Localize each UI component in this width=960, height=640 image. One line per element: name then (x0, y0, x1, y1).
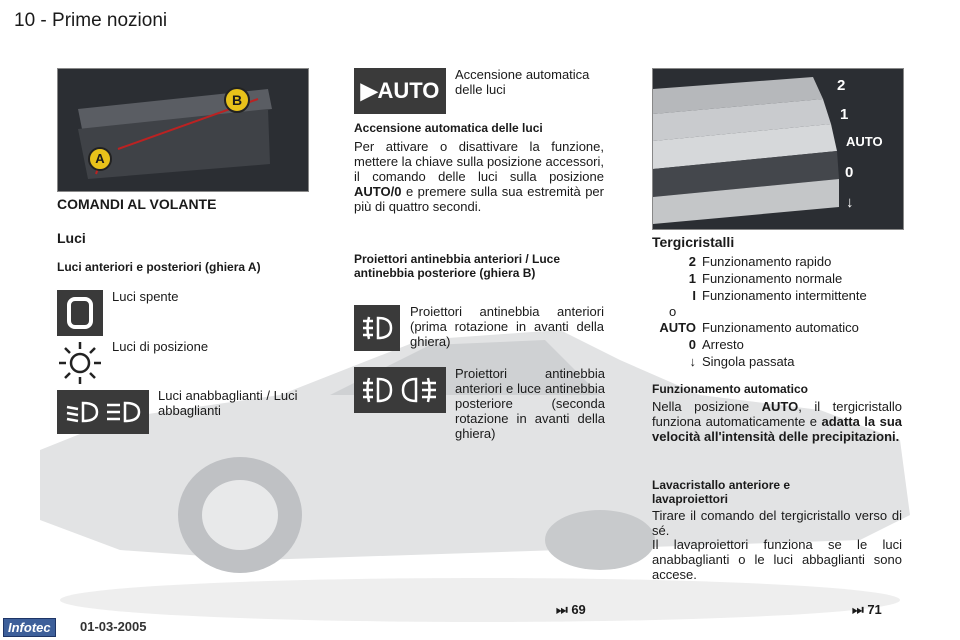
washer-body-1: Tirare il comando del tergicristallo verso di sé. (652, 508, 902, 538)
washer-body-2: Il lavaproiettori funziona se le luci anabbaglianti o le luci abbaglianti sono accese. (652, 537, 902, 582)
wiper-stalk-photo (652, 68, 904, 230)
auto-wiper-body: Nella posizione AUTO, il tergicristallo funziona automaticamente e adatta la sua velocità all'intensità delle precipitazioni. (652, 399, 902, 444)
page-header (14, 10, 167, 32)
light-stalk-photo (57, 68, 309, 192)
headlights-label: Luci anabbaglianti / Luci abbaglianti (158, 388, 298, 418)
auto-heading: Accensione automatica delle luci (354, 121, 543, 135)
lights-subheading: Luci anteriori e posteriori (ghiera A) (57, 260, 261, 274)
auto-wiper-heading: Funzionamento automatico (652, 382, 808, 396)
light-off-icon (57, 290, 103, 336)
callout-b: B (224, 87, 250, 113)
callout-a: A (88, 147, 112, 171)
auto-lights-icon: ▶ AUTO (354, 68, 446, 114)
forward-arrow-icon: ⏭ (556, 602, 568, 617)
infotec-logo: Infotec (3, 618, 56, 637)
forward-arrow-icon: ⏭ (852, 602, 864, 617)
wiper-photo-label-down: ↓ (846, 194, 854, 211)
wiper-photo-label-auto: AUTO (846, 134, 883, 149)
wiper-photo-label-2: 2 (837, 77, 846, 94)
fog-heading: Proiettori antinebbia anteriori / Luce antinebbia posteriore (ghiera B) (354, 252, 561, 280)
section-title: COMANDI AL VOLANTE (57, 196, 217, 212)
page-number: 10 (14, 10, 36, 31)
subsection-title: Luci (57, 230, 86, 246)
wiper-photo-label-0: 0 (845, 164, 854, 181)
wipers-title: Tergicristalli (652, 234, 735, 250)
fog-both-label: Proiettori antinebbia anteriori e luce antinebbia posteriore (seconda rotazione in avanti della ghiera) (455, 366, 605, 441)
fog-front-label: Proiettori antinebbia anteriori (prima rotazione in avanti della ghiera) (410, 304, 604, 349)
footer-date: 01-03-2005 (80, 619, 147, 634)
front-rear-fog-icon (354, 367, 446, 413)
page-title: Prime nozioni (52, 10, 168, 31)
position-lights-icon (57, 340, 103, 386)
washer-heading: Lavacristallo anteriore e lavaproiettori (652, 478, 791, 506)
position-lights-label: Luci di posizione (112, 339, 209, 354)
page-ref-71[interactable]: ⏭ 71 (852, 602, 882, 617)
light-off-label: Luci spente (112, 289, 179, 304)
header-separator: - (40, 10, 47, 31)
wiper-photo-label-1: 1 (840, 106, 849, 123)
auto-body: Per attivare o disattivare la funzione, mettere la chiave sulla posizione accessori, il comando delle luci sulla posizione AUTO/0 e premere sulla sua estremità per più di quattro secondi. (354, 139, 605, 214)
front-fog-icon (354, 305, 400, 351)
page-ref-69[interactable]: ⏭ 69 (556, 602, 586, 617)
auto-caption: Accensione automatica delle luci (455, 67, 590, 97)
headlights-icon (57, 390, 149, 434)
